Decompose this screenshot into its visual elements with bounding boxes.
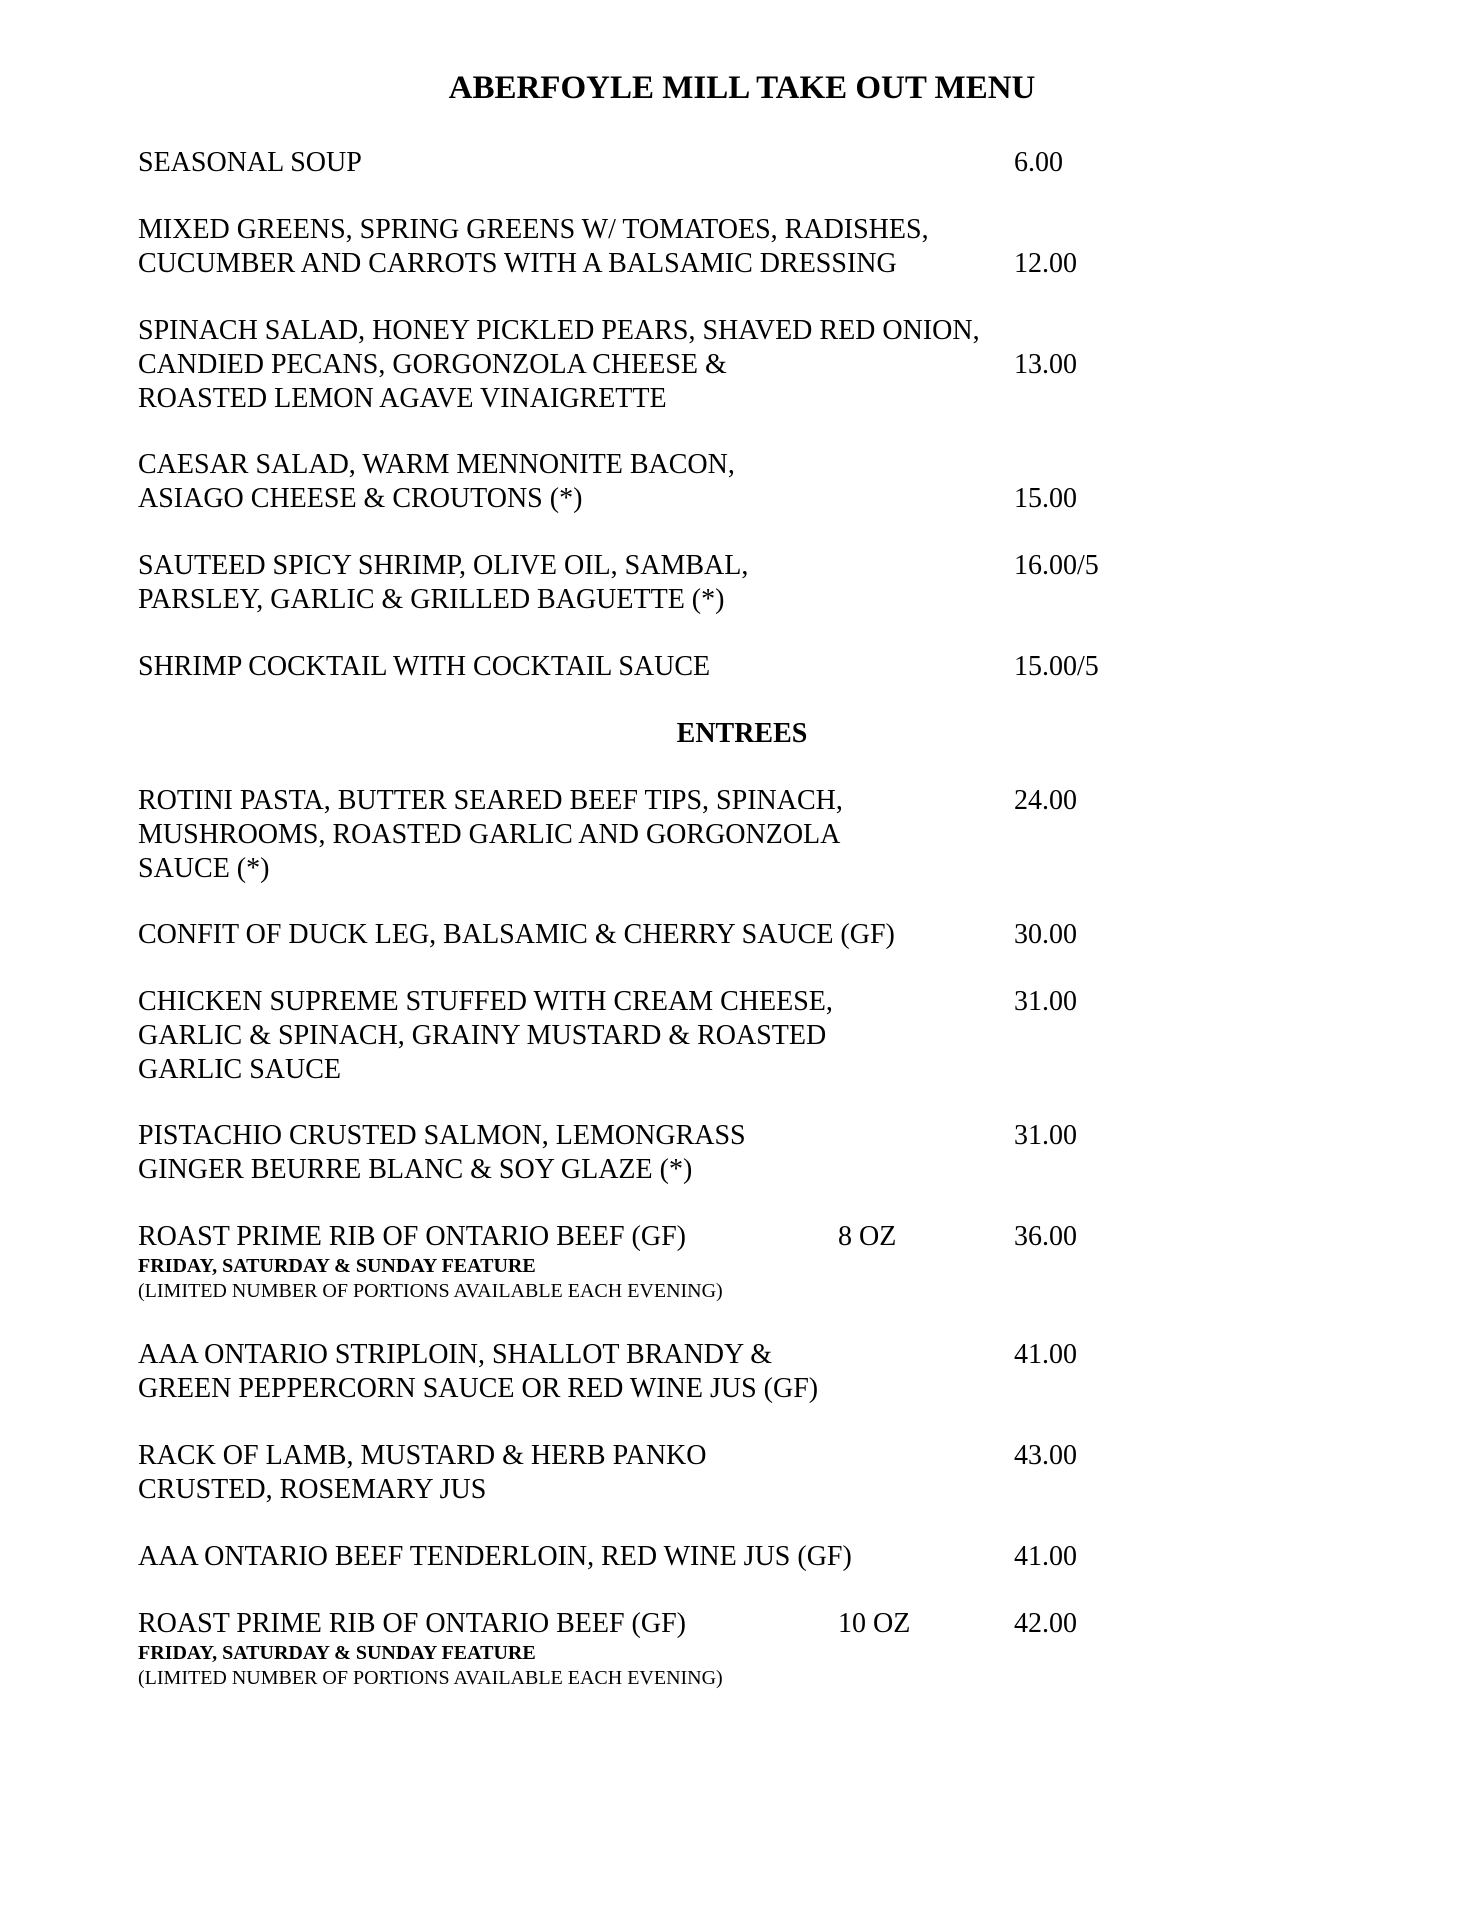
- item-price: 31.00: [1014, 986, 1077, 1017]
- item-description: [138, 1338, 1018, 1406]
- entrees-heading: ENTREES: [676, 718, 808, 749]
- item-price: 6.00: [1014, 147, 1063, 178]
- limited-portions-note: (LIMITED NUMBER OF PORTIONS AVAILABLE EACH EVENING): [138, 1667, 723, 1689]
- item-line: PISTACHIO CRUSTED SALMON, LEMONGRASS: [138, 1120, 746, 1151]
- item-line: AAA ONTARIO STRIPLOIN, SHALLOT BRANDY &: [138, 1339, 772, 1370]
- item-description: [138, 1119, 1018, 1187]
- item-description: [138, 985, 1018, 1087]
- item-price: 15.00/5: [1014, 651, 1099, 682]
- item-line: SPINACH SALAD, HONEY PICKLED PEARS, SHAVED RED ONION,: [138, 315, 980, 346]
- item-description: [138, 146, 1018, 180]
- item-price: 41.00: [1014, 1541, 1077, 1572]
- item-line: MIXED GREENS, SPRING GREENS W/ TOMATOES, RADISHES,: [138, 214, 929, 245]
- item-price: 15.00: [1014, 483, 1077, 514]
- feature-days: FRIDAY, SATURDAY & SUNDAY FEATURE: [138, 1642, 536, 1664]
- item-price: 12.00: [1014, 248, 1077, 279]
- item-price: 31.00: [1014, 1120, 1077, 1151]
- item-line: SHRIMP COCKTAIL WITH COCKTAIL SAUCE: [138, 651, 711, 682]
- item-price: 16.00/5: [1014, 550, 1099, 581]
- item-line: GREEN PEPPERCORN SAUCE OR RED WINE JUS (GF): [138, 1373, 819, 1404]
- item-line: CAESAR SALAD, WARM MENNONITE BACON,: [138, 449, 735, 480]
- item-line: CRUSTED, ROSEMARY JUS: [138, 1474, 487, 1505]
- item-price: 30.00: [1014, 919, 1077, 950]
- item-price: 41.00: [1014, 1339, 1077, 1370]
- item-description: [138, 1540, 1018, 1574]
- item-line: ROAST PRIME RIB OF ONTARIO BEEF (GF): [138, 1221, 686, 1252]
- item-line: CANDIED PECANS, GORGONZOLA CHEESE &: [138, 349, 727, 380]
- feature-days: FRIDAY, SATURDAY & SUNDAY FEATURE: [138, 1255, 536, 1277]
- item-description: [138, 314, 1018, 416]
- item-line: ASIAGO CHEESE & CROUTONS (*): [138, 483, 583, 514]
- item-line: CHICKEN SUPREME STUFFED WITH CREAM CHEESE,: [138, 986, 833, 1017]
- item-description: [138, 650, 1018, 684]
- item-line: GINGER BEURRE BLANC & SOY GLAZE (*): [138, 1154, 693, 1185]
- item-price: 36.00: [1014, 1221, 1077, 1252]
- item-line: CUCUMBER AND CARROTS WITH A BALSAMIC DRESSING: [138, 248, 897, 279]
- item-line: AAA ONTARIO BEEF TENDERLOIN, RED WINE JUS (GF): [138, 1541, 852, 1572]
- item-portion-size: 10 OZ: [838, 1608, 911, 1639]
- item-price: 24.00: [1014, 785, 1077, 816]
- item-line: PARSLEY, GARLIC & GRILLED BAGUETTE (*): [138, 584, 725, 615]
- item-description: [138, 918, 1018, 952]
- item-feature-note: [138, 1641, 723, 1691]
- item-line: ROTINI PASTA, BUTTER SEARED BEEF TIPS, SPINACH,: [138, 785, 843, 816]
- item-line: SAUTEED SPICY SHRIMP, OLIVE OIL, SAMBAL,: [138, 550, 749, 581]
- item-line: SAUCE (*): [138, 853, 270, 884]
- item-line: ROAST PRIME RIB OF ONTARIO BEEF (GF): [138, 1608, 686, 1639]
- item-price: 42.00: [1014, 1608, 1077, 1639]
- limited-portions-note: (LIMITED NUMBER OF PORTIONS AVAILABLE EACH EVENING): [138, 1280, 723, 1302]
- item-line: MUSHROOMS, ROASTED GARLIC AND GORGONZOLA: [138, 819, 841, 850]
- item-description: [138, 448, 1018, 516]
- item-line: GARLIC & SPINACH, GRAINY MUSTARD & ROASTED: [138, 1020, 827, 1051]
- menu-title: ABERFOYLE MILL TAKE OUT MENU: [448, 70, 1036, 106]
- item-price: 43.00: [1014, 1440, 1077, 1471]
- item-price: 13.00: [1014, 349, 1077, 380]
- item-description: [138, 213, 1018, 281]
- item-line: GARLIC SAUCE: [138, 1054, 342, 1085]
- item-line: RACK OF LAMB, MUSTARD & HERB PANKO: [138, 1440, 707, 1471]
- item-line: SEASONAL SOUP: [138, 147, 362, 178]
- item-description: [138, 1439, 1018, 1507]
- item-description: [138, 784, 1018, 886]
- item-description: [138, 549, 1018, 617]
- item-portion-size: 8 OZ: [838, 1221, 897, 1252]
- item-line: ROASTED LEMON AGAVE VINAIGRETTE: [138, 383, 667, 414]
- item-feature-note: [138, 1254, 723, 1304]
- item-line: CONFIT OF DUCK LEG, BALSAMIC & CHERRY SAUCE (GF): [138, 919, 895, 950]
